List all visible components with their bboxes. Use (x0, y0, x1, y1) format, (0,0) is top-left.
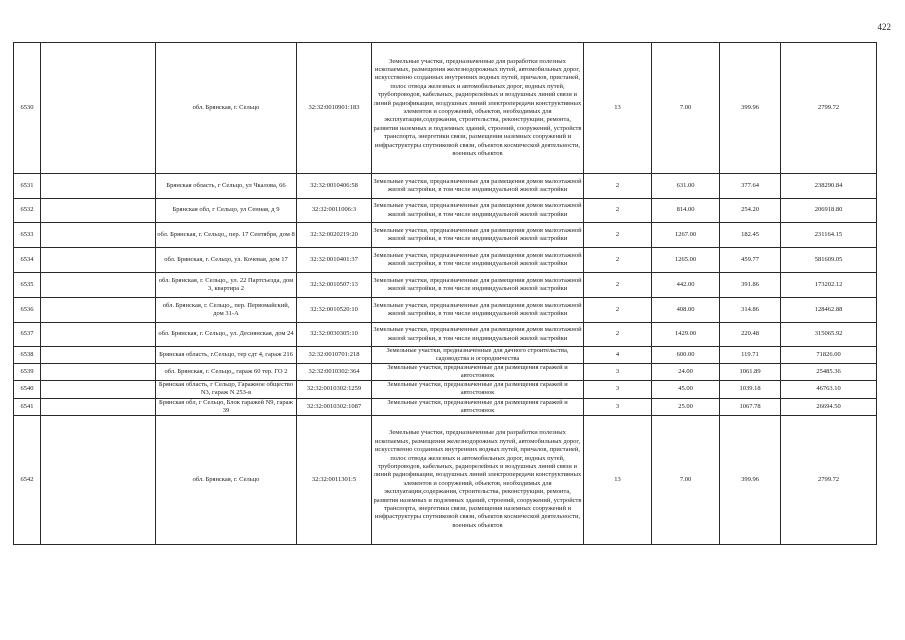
row-number: 6534 (14, 248, 41, 273)
cadastral-value-cell: 315065.92 (781, 323, 877, 347)
empty-cell (41, 364, 156, 381)
page-number: 422 (877, 22, 891, 32)
empty-cell (41, 347, 156, 364)
address-cell: обл. Брянская, г. Сельцо, ул. Кочевая, дом 17 (156, 248, 297, 273)
area-cell: 442.00 (652, 273, 720, 298)
cadastral-number-cell: 32:32:0010302:364 (297, 364, 372, 381)
category-code-cell: 3 (584, 398, 652, 415)
specific-value-cell: 459.77 (720, 248, 781, 273)
specific-value-cell: 254.20 (720, 199, 781, 223)
land-use-description-cell: Земельные участки, предназначенные для размещения домов малоэтажной жилой застройки, в том числе индивидуальной жилой застройки (372, 199, 584, 223)
land-registry-table (13, 42, 877, 545)
cadastral-value-cell: 26694.50 (781, 398, 877, 415)
land-use-description-cell: Земельные участки, предназначенные для размещения гаражей и автостоянок (372, 364, 584, 381)
empty-cell (41, 223, 156, 248)
table-row (14, 174, 877, 199)
table-row (14, 223, 877, 248)
empty-cell (41, 199, 156, 223)
address-cell: обл. Брянская, г. Сельцо,, ул. Деснянская, дом 24 (156, 323, 297, 347)
land-use-description-cell: Земельные участки, предназначенные для размещения гаражей и автостоянок (372, 381, 584, 398)
row-number: 6532 (14, 199, 41, 223)
address-cell: обл. Брянская, г. Сельцо,, пер. Первомайский, дом 31-А (156, 298, 297, 323)
cadastral-value-cell: 25485.36 (781, 364, 877, 381)
cadastral-number-cell: 32:32:0010507:13 (297, 273, 372, 298)
category-code-cell: 2 (584, 298, 652, 323)
area-cell: 1267.00 (652, 223, 720, 248)
area-cell: 24.00 (652, 364, 720, 381)
cadastral-number-cell: 32:32:0010302:1087 (297, 398, 372, 415)
land-use-description-cell: Земельные участки, предназначенные для размещения домов малоэтажной жилой застройки, в том числе индивидуальной жилой застройки (372, 298, 584, 323)
table-row (14, 323, 877, 347)
category-code-cell: 2 (584, 223, 652, 248)
empty-cell (41, 174, 156, 199)
address-cell: обл. Брянская, г. Сельцо,, ул. 22 Партсъезда, дом 3, квартира 2 (156, 273, 297, 298)
cadastral-value-cell: 581609.05 (781, 248, 877, 273)
specific-value-cell: 399.96 (720, 43, 781, 174)
row-number: 6542 (14, 415, 41, 544)
row-number: 6538 (14, 347, 41, 364)
area-cell: 1429.00 (652, 323, 720, 347)
land-use-description-cell: Земельные участки, предназначенные для разработки полезных ископаемых, размещения железнодорожных путей, автомобильных дорог, искусственно созданных внутренних водных путей, причалов, пристаней, полос отвода железных и автомобильных дорог, водных путей, трубопроводов, кабельных, радиорелейных и воздушных линий связи и линий радиофикации, воздушных линий электропередачи конструктивных элементов и сооружений, объектов, необходимых для эксплуатации,содержания, строительства, реконструкции, ремонта, развития наземных и подземных зданий, строений, сооружений, устройств транспорта, энергетики связи, размещения наземных сооружений и инфраструктуры спутниковой связи, объектов космической деятельности, военных объектов (372, 43, 584, 174)
cadastral-number-cell: 32:32:0011006:3 (297, 199, 372, 223)
area-cell: 631.00 (652, 174, 720, 199)
area-cell: 25.00 (652, 398, 720, 415)
table-row (14, 364, 877, 381)
row-number: 6530 (14, 43, 41, 174)
cadastral-value-cell: 71826.00 (781, 347, 877, 364)
land-use-description-cell: Земельные участки, предназначенные для размещения домов малоэтажной жилой застройки, в том числе индивидуальной жилой застройки (372, 248, 584, 273)
address-cell: обл. Брянская, г. Сельцо,, пер. 17 Сентября, дом 8 (156, 223, 297, 248)
table-row (14, 381, 877, 398)
empty-cell (41, 323, 156, 347)
specific-value-cell: 314.86 (720, 298, 781, 323)
address-cell: Брянская обл, г Сельцо, ул Сенная, д 9 (156, 199, 297, 223)
cadastral-value-cell: 2799.72 (781, 43, 877, 174)
row-number: 6535 (14, 273, 41, 298)
empty-cell (41, 398, 156, 415)
cadastral-number-cell: 32:32:0010701:218 (297, 347, 372, 364)
row-number: 6541 (14, 398, 41, 415)
land-use-description-cell: Земельные участки, предназначенные для размещения домов малоэтажной жилой застройки, в том числе индивидуальной жилой застройки (372, 273, 584, 298)
area-cell: 1265.00 (652, 248, 720, 273)
specific-value-cell: 182.45 (720, 223, 781, 248)
table-row (14, 43, 877, 174)
category-code-cell: 2 (584, 273, 652, 298)
table-row (14, 415, 877, 544)
category-code-cell: 2 (584, 323, 652, 347)
cadastral-value-cell: 238290.84 (781, 174, 877, 199)
cadastral-value-cell: 2799.72 (781, 415, 877, 544)
cadastral-number-cell: 32:32:0010901:183 (297, 43, 372, 174)
cadastral-number-cell: 32:32:0010401:37 (297, 248, 372, 273)
land-use-description-cell: Земельные участки, предназначенные для размещения домов малоэтажной жилой застройки, в том числе индивидуальной жилой застройки (372, 174, 584, 199)
land-use-description-cell: Земельные участки, предназначенные для размещения гаражей и автостоянок (372, 398, 584, 415)
cadastral-number-cell: 32:32:0010520:10 (297, 298, 372, 323)
category-code-cell: 2 (584, 199, 652, 223)
land-use-description-cell: Земельные участки, предназначенные для размещения домов малоэтажной жилой застройки, в том числе индивидуальной жилой застройки (372, 323, 584, 347)
empty-cell (41, 415, 156, 544)
specific-value-cell: 391.86 (720, 273, 781, 298)
empty-cell (41, 381, 156, 398)
land-use-description-cell: Земельные участки, предназначенные для дачного строительства, садоводства и огородничества (372, 347, 584, 364)
cadastral-value-cell: 173202.12 (781, 273, 877, 298)
address-cell: Брянская область, г.Сельцо, тер сдт 4, гараж 216 (156, 347, 297, 364)
cadastral-number-cell: 32:32:0030305:10 (297, 323, 372, 347)
category-code-cell: 2 (584, 174, 652, 199)
address-cell: Брянская обл, г Сельцо, Блок гаражей N9, гараж 39 (156, 398, 297, 415)
table-row (14, 398, 877, 415)
empty-cell (41, 298, 156, 323)
land-use-description-cell: Земельные участки, предназначенные для размещения домов малоэтажной жилой застройки, в том числе индивидуальной жилой застройки (372, 223, 584, 248)
address-cell: обл. Брянская, г. Сельцо (156, 43, 297, 174)
area-cell: 7.00 (652, 415, 720, 544)
cadastral-number-cell: 32:32:0020219:20 (297, 223, 372, 248)
specific-value-cell: 119.71 (720, 347, 781, 364)
table-body (14, 43, 877, 545)
land-use-description-cell: Земельные участки, предназначенные для разработки полезных ископаемых, размещения железнодорожных путей, автомобильных дорог, искусственно созданных внутренних водных путей, причалов, пристаней, полос отвода железных и автомобильных дорог, водных путей, трубопроводов, кабельных, радиорелейных и воздушных линий связи и линий радиофикации, воздушных линий электропередачи конструктивных элементов и сооружений, объектов, необходимых для эксплуатации,содержания, строительства, реконструкции, ремонта, развития наземных и подземных зданий, строений, сооружений, устройств транспорта, энергетики связи, размещения наземных сооружений и инфраструктуры спутниковой связи, объектов космической деятельности, военных объектов (372, 415, 584, 544)
empty-cell (41, 248, 156, 273)
table-row (14, 298, 877, 323)
cadastral-value-cell: 46763.10 (781, 381, 877, 398)
address-cell: обл. Брянская, г. Сельцо,, гараж 60 тер. ГО 2 (156, 364, 297, 381)
specific-value-cell: 377.64 (720, 174, 781, 199)
area-cell: 45.00 (652, 381, 720, 398)
area-cell: 814.00 (652, 199, 720, 223)
specific-value-cell: 399.96 (720, 415, 781, 544)
category-code-cell: 2 (584, 248, 652, 273)
cadastral-number-cell: 32:32:0010406:58 (297, 174, 372, 199)
cadastral-value-cell: 206918.80 (781, 199, 877, 223)
row-number: 6536 (14, 298, 41, 323)
table-row (14, 248, 877, 273)
area-cell: 7.00 (652, 43, 720, 174)
area-cell: 600.00 (652, 347, 720, 364)
table-row (14, 273, 877, 298)
specific-value-cell: 1061.89 (720, 364, 781, 381)
row-number: 6533 (14, 223, 41, 248)
address-cell: Брянская область, г Сельцо, Гаражное общество N3, гараж N 253-в (156, 381, 297, 398)
category-code-cell: 3 (584, 381, 652, 398)
area-cell: 408.00 (652, 298, 720, 323)
address-cell: Брянская область, г Сельцо, ул Чкалова, 66 (156, 174, 297, 199)
row-number: 6540 (14, 381, 41, 398)
row-number: 6537 (14, 323, 41, 347)
table-row (14, 199, 877, 223)
cadastral-number-cell: 32:32:0011301:5 (297, 415, 372, 544)
row-number: 6531 (14, 174, 41, 199)
category-code-cell: 13 (584, 43, 652, 174)
category-code-cell: 4 (584, 347, 652, 364)
specific-value-cell: 1067.78 (720, 398, 781, 415)
table-row (14, 347, 877, 364)
cadastral-value-cell: 128462.88 (781, 298, 877, 323)
address-cell: обл. Брянская, г. Сельцо (156, 415, 297, 544)
empty-cell (41, 43, 156, 174)
row-number: 6539 (14, 364, 41, 381)
cadastral-number-cell: 32:32:0010302:1259 (297, 381, 372, 398)
specific-value-cell: 1039.18 (720, 381, 781, 398)
specific-value-cell: 220.48 (720, 323, 781, 347)
category-code-cell: 13 (584, 415, 652, 544)
category-code-cell: 3 (584, 364, 652, 381)
cadastral-value-cell: 231164.15 (781, 223, 877, 248)
empty-cell (41, 273, 156, 298)
